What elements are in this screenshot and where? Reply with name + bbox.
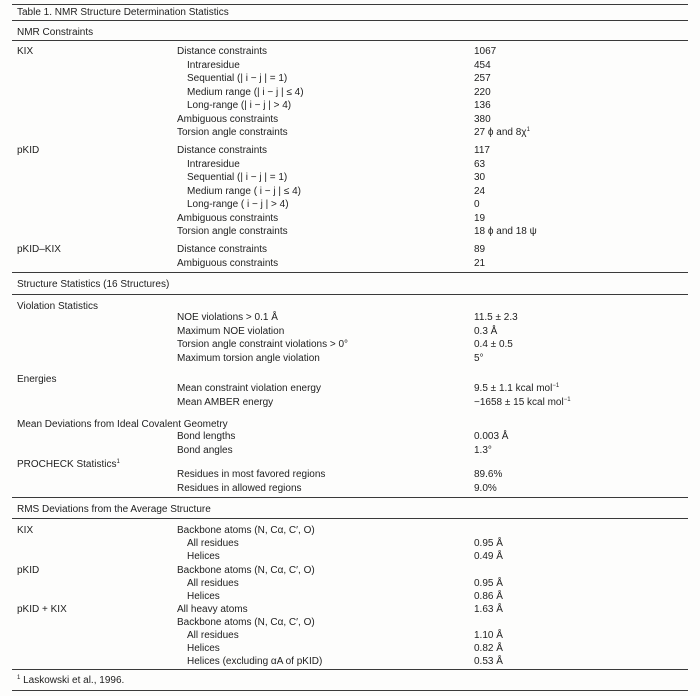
nmr-heading-rule <box>12 40 688 41</box>
row-item: Backbone atoms (N, Cα, C′, O) <box>177 525 315 536</box>
row-item: Bond lengths <box>177 431 236 442</box>
row-item: All residues <box>187 538 239 550</box>
row-value: 1.3° <box>474 444 492 456</box>
row-item: Torsion angle constraints <box>177 226 288 237</box>
structure-heading-rule <box>12 294 688 295</box>
section-heading-structure: Structure Statistics (16 Structures) <box>17 279 170 290</box>
row-item: Ambiguous constraints <box>177 257 279 269</box>
subsection-label-text: PROCHECK Statistics <box>17 459 117 470</box>
row-value-superscript: −1 <box>563 396 571 403</box>
row-item: Residues in allowed regions <box>177 482 302 494</box>
row-item: Sequential (| i − j | = 1) <box>187 73 288 84</box>
row-value-text: 9.5 ± 1.1 kcal mol <box>474 383 553 394</box>
section-heading-rms: RMS Deviations from the Average Structure <box>17 504 211 515</box>
row-item: Distance constraints <box>177 244 268 255</box>
row-item: Residues in most favored regions <box>177 469 326 480</box>
row-item: Maximum torsion angle violation <box>177 352 320 364</box>
row-item: Ambiguous constraints <box>177 113 279 125</box>
group-label: KIX <box>17 46 34 57</box>
title-rule <box>12 20 688 21</box>
row-item: All heavy atoms <box>177 604 248 615</box>
footnote-marker: 1 <box>17 675 21 681</box>
row-value: 24 <box>474 185 486 197</box>
subsection-label-superscript: 1 <box>116 459 120 465</box>
row-value: 1.63 Å <box>474 604 503 615</box>
row-value: 11.5 ± 2.3 <box>474 312 518 323</box>
row-value-text: 27 ϕ and 8χ <box>474 127 527 138</box>
row-value: 21 <box>474 257 486 269</box>
row-value: 0.95 Å <box>474 538 503 550</box>
row-item: Helices <box>187 591 220 603</box>
row-value: 220 <box>474 86 491 98</box>
row-item: Mean constraint violation energy <box>177 383 321 394</box>
row-item: Medium range ( i − j | ≤ 4) <box>187 185 301 197</box>
row-item: Maximum NOE violation <box>177 325 285 337</box>
subsection-label <box>17 459 120 471</box>
top-rule <box>12 4 688 5</box>
section-heading-nmr: NMR Constraints <box>17 27 94 38</box>
row-value <box>474 397 571 409</box>
row-value: 0.53 Å <box>474 656 503 668</box>
row-item: Helices (excluding αA of pKID) <box>187 656 323 668</box>
structure-end-rule <box>12 497 688 498</box>
row-item: Ambiguous constraints <box>177 212 279 224</box>
row-item: Distance constraints <box>177 46 268 57</box>
subsection-label: Mean Deviations from Ideal Covalent Geometry <box>17 419 228 430</box>
group-label: pKID <box>17 565 40 576</box>
row-value: 0.4 ± 0.5 <box>474 339 513 350</box>
row-value: 0.82 Å <box>474 643 503 655</box>
group-label: pKID + KIX <box>17 604 67 615</box>
row-value: 136 <box>474 100 491 111</box>
rms-end-rule <box>12 669 688 670</box>
nmr-end-rule <box>12 272 688 273</box>
row-value: 1.10 Å <box>474 630 503 642</box>
group-label: pKID–KIX <box>17 244 61 255</box>
subsection-label: Violation Statistics <box>17 301 98 312</box>
row-value: 454 <box>474 59 491 71</box>
row-item: All residues <box>187 578 239 590</box>
row-item: Backbone atoms (N, Cα, C′, O) <box>177 617 315 629</box>
row-value: 19 <box>474 212 486 224</box>
table-title: Table 1. NMR Structure Determination Statistics <box>17 7 229 18</box>
row-value: 63 <box>474 158 486 170</box>
row-item: Helices <box>187 643 220 655</box>
row-item: Medium range (| i − j | ≤ 4) <box>187 86 304 98</box>
row-value-superscript: 1 <box>526 127 530 133</box>
row-value: 0 <box>474 199 480 210</box>
row-item: Intraresidue <box>187 158 240 170</box>
row-value: 89 <box>474 244 486 255</box>
group-label: KIX <box>17 525 34 536</box>
row-value: 1067 <box>474 46 497 57</box>
rms-heading-rule <box>12 518 688 519</box>
row-value <box>474 127 530 139</box>
row-value: 0.86 Å <box>474 591 503 603</box>
row-value: 89.6% <box>474 469 503 480</box>
row-item: Torsion angle constraint violations > 0° <box>177 339 349 350</box>
row-item: Sequential (| i − j | = 1) <box>187 172 288 183</box>
row-item: Long-range (| i − j | > 4) <box>187 100 292 111</box>
row-value: 0.003 Å <box>474 431 509 442</box>
row-item: Torsion angle constraints <box>177 127 288 138</box>
row-value: 117 <box>474 145 490 156</box>
row-value: 18 ϕ and 18 ψ <box>474 226 537 237</box>
row-value <box>474 383 559 395</box>
row-item: Distance constraints <box>177 145 268 156</box>
footnote <box>17 675 124 687</box>
row-item: All residues <box>187 630 239 642</box>
row-value: 5° <box>474 352 484 364</box>
row-item: NOE violations > 0.1 Å <box>177 312 278 323</box>
row-item: Helices <box>187 551 220 563</box>
subsection-label: Energies <box>17 374 57 385</box>
row-value: 0.49 Å <box>474 551 503 563</box>
row-item: Long-range ( i − j | > 4) <box>187 199 289 210</box>
bottom-rule <box>12 690 688 691</box>
row-value-text: −1658 ± 15 kcal mol <box>474 396 564 408</box>
row-value: 257 <box>474 73 491 84</box>
group-label: pKID <box>17 145 40 156</box>
row-item: Bond angles <box>177 444 233 456</box>
row-item: Mean AMBER energy <box>177 396 274 408</box>
row-item: Intraresidue <box>187 59 240 71</box>
row-value: 9.0% <box>474 482 497 494</box>
row-value: 0.95 Å <box>474 578 503 590</box>
row-value: 380 <box>474 113 491 125</box>
row-value-superscript: −1 <box>552 383 560 389</box>
row-item: Backbone atoms (N, Cα, C′, O) <box>177 565 315 576</box>
row-value: 0.3 Å <box>474 325 498 337</box>
row-value: 30 <box>474 172 486 183</box>
footnote-text: Laskowski et al., 1996. <box>23 675 125 686</box>
